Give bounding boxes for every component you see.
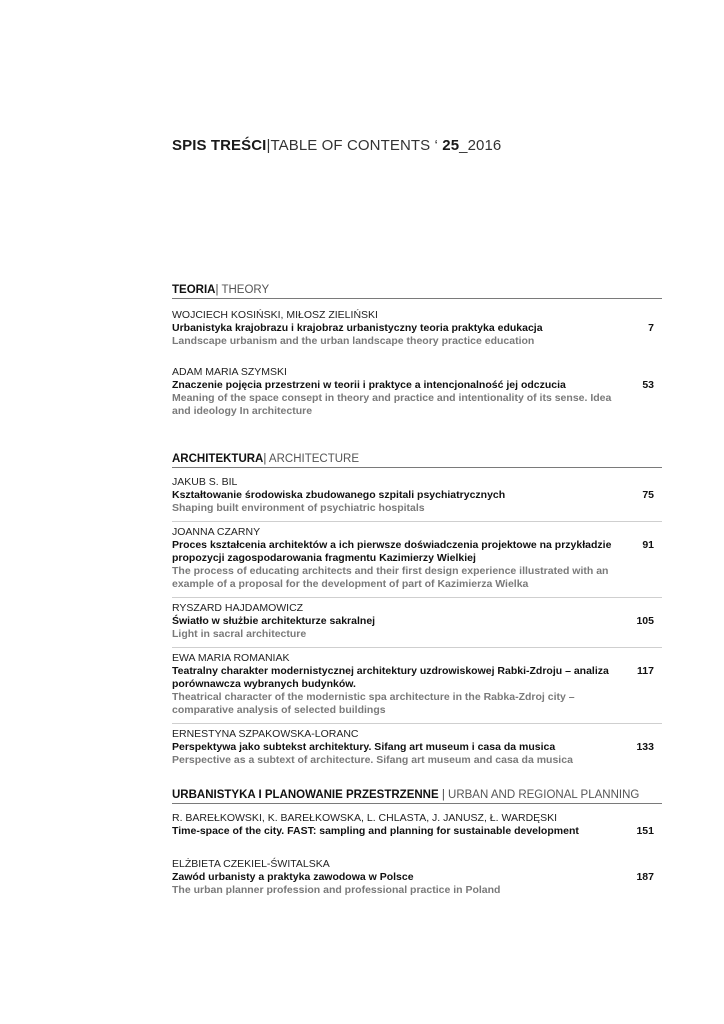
section-urban-planning (172, 788, 662, 897)
entry-author: ERNESTYNA SZPAKOWSKA-LORANC (172, 728, 359, 740)
toc-entry[interactable] (172, 652, 662, 717)
entry-page-number: 91 (642, 539, 654, 551)
entry-title-english: Shaping built environment of psychiatric hospitals (172, 502, 425, 514)
issue-mark: ‘ (434, 137, 438, 154)
toc-entry[interactable] (172, 728, 662, 767)
entry-title-polish: Zawód urbanisty a praktyka zawodowa w Polsce (172, 871, 414, 883)
issue-year: _2016 (459, 137, 502, 154)
entry-page-number: 75 (642, 489, 654, 501)
entry-author: R. BAREŁKOWSKI, K. BAREŁKOWSKA, L. CHLASTA, J. JANUSZ, Ł. WARDĘSKI (172, 812, 558, 824)
section-name-english: ARCHITECTURE (268, 453, 360, 465)
section-name-polish: ARCHITEKTURA (172, 453, 264, 465)
entry-title-english: Landscape urbanism and the urban landscape theory practice education (172, 335, 535, 347)
entry-title-english: Meaning of the space consept in theory and practice and intentionality of its sense. Idea and ideology In architecture (172, 392, 612, 417)
entry-divider (172, 647, 662, 648)
entry-title-polish: Kształtowanie środowiska zbudowanego szpitali psychiatrycznych (172, 489, 506, 501)
toc-entry[interactable] (172, 812, 662, 838)
section-name-polish: TEORIA (172, 284, 216, 296)
section-name-english: URBAN AND REGIONAL PLANNING (448, 789, 640, 801)
entry-title-english: The urban planner profession and professional practice in Poland (172, 884, 501, 896)
entry-page-number: 187 (636, 871, 654, 883)
section-name-polish: URBANISTYKA I PLANOWANIE PRZESTRZENNE (172, 789, 439, 801)
toc-entry[interactable] (172, 526, 662, 591)
entry-title-polish: Znaczenie pojęcia przestrzeni w teorii i praktyce a intencjonalność jej odczucia (172, 379, 566, 391)
entry-page-number: 117 (637, 665, 654, 677)
entry-page-number: 133 (636, 741, 654, 753)
toc-entry[interactable] (172, 309, 662, 348)
toc-entry[interactable] (172, 858, 662, 897)
entry-author: JOANNA CZARNY (172, 526, 261, 538)
entry-title-english: Theatrical character of the modernistic spa architecture in the Rabka-Zdroj city – comparative analysis of selected buildings (172, 691, 575, 716)
entry-author: RYSZARD HAJDAMOWICZ (172, 602, 304, 614)
section-name-english: THEORY (221, 284, 270, 296)
title-separator: | (266, 137, 271, 154)
issue-number: 25 (442, 137, 460, 154)
entry-title-polish: Światło w służbie architekturze sakralnej (172, 615, 376, 627)
toc-entry[interactable] (172, 366, 662, 418)
entry-author: ELŻBIETA CZEKIEL-ŚWITALSKA (172, 858, 330, 870)
toc-entry[interactable] (172, 476, 662, 515)
entry-title-polish: Time-space of the city. FAST: sampling and planning for sustainable development (172, 825, 579, 837)
toc-entry[interactable] (172, 602, 662, 641)
title-english: TABLE OF CONTENTS (270, 137, 431, 154)
entry-title-polish: Urbanistyka krajobrazu i krajobraz urbanistyczny teoria praktyka edukacja (172, 322, 543, 334)
title-polish: SPIS TREŚCI (172, 137, 267, 154)
section-theory (172, 283, 662, 418)
page-title (172, 137, 501, 154)
section-header: ARCHITEKTURA| ARCHITECTURE (172, 452, 662, 468)
entry-title-polish: Teatralny charakter modernistycznej architektury uzdrowiskowej Rabki-Zdroju – analiza porównawcza wybranych budynków. (172, 665, 609, 690)
section-header: URBANISTYKA I PLANOWANIE PRZESTRZENNE | URBAN AND REGIONAL PLANNING (172, 788, 662, 804)
section-header: TEORIA| THEORY (172, 283, 662, 299)
entry-page-number: 7 (648, 322, 654, 334)
entry-title-english: The process of educating architects and their first design experience illustrated with an example of a proposal for the development of part of Kazimierza Wielka (172, 565, 609, 590)
entry-author: ADAM MARIA SZYMSKI (172, 366, 287, 378)
entry-divider (172, 723, 662, 724)
entry-title-english: Perspective as a subtext of architecture. Sifang art museum and casa da musica (172, 754, 573, 766)
entry-divider (172, 521, 662, 522)
entry-page-number: 151 (636, 825, 654, 837)
entry-author: WOJCIECH KOSIŃSKI, MIŁOSZ ZIELIŃSKI (172, 309, 378, 321)
entry-title-polish: Proces kształcenia architektów a ich pierwsze doświadczenia projektowe na przykładzie propozycji zagospodarowania fragmentu Kazimierzy Wielkiej (172, 539, 612, 564)
section-architecture (172, 452, 662, 767)
entry-title-polish: Perspektywa jako subtekst architektury. Sifang art museum i casa da musica (172, 741, 556, 753)
entry-title-english: Light in sacral architecture (172, 628, 307, 640)
entry-author: EWA MARIA ROMANIAK (172, 652, 290, 664)
entry-divider (172, 597, 662, 598)
entry-author: JAKUB S. BIL (172, 476, 238, 488)
entry-page-number: 105 (636, 615, 654, 627)
entry-page-number: 53 (642, 379, 654, 391)
